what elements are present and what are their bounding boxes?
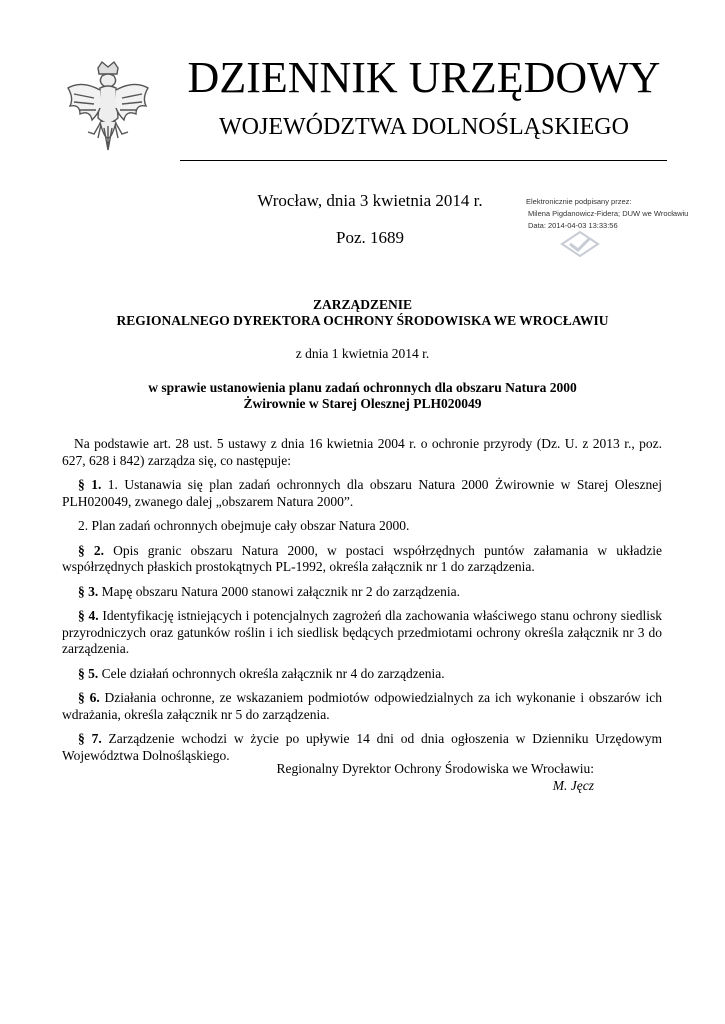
section-3-text: Mapę obszaru Natura 2000 stanowi załącznik nr 2 do zarządzenia. bbox=[98, 583, 460, 599]
section-2-paragraph bbox=[62, 543, 662, 576]
signer-title: Regionalny Dyrektor Ochrony Środowiska we Wrocławiu: bbox=[276, 761, 594, 776]
signer-name: M. Jęcz bbox=[552, 777, 594, 793]
document-type: ZARZĄDZENIE bbox=[312, 297, 413, 312]
document-subject bbox=[0, 380, 725, 412]
document-date: z dnia 1 kwietnia 2014 r. bbox=[295, 346, 430, 361]
eagle-emblem-icon bbox=[60, 58, 156, 174]
subject-line-2: Żwirownie w Starej Olesznej PLH020049 bbox=[243, 396, 482, 411]
title-divider bbox=[180, 160, 667, 161]
section-6-paragraph bbox=[62, 690, 662, 723]
section-3-label: § 3. bbox=[78, 583, 99, 599]
subject-line-1: w sprawie ustanowienia planu zadań ochronnych dla obszaru Natura 2000 bbox=[148, 380, 577, 395]
section-4-label: § 4. bbox=[78, 608, 99, 623]
section-5-text: Cele działań ochronnych określa załącznik nr 4 do zarządzenia. bbox=[98, 665, 445, 681]
section-6-text: Działania ochronne, ze wskazaniem podmiotów odpowiedzialnych za ich wykonanie i obszarów ich wdrażania, określa załącznik nr 5 do zarządzenia. bbox=[62, 690, 663, 722]
section-7-text: Zarządzenie wchodzi w życie po upływie 14 dni od dnia ogłoszenia w Dzienniku Urzędowym Województwa Dolnośląskiego. bbox=[62, 731, 662, 763]
document-issuer: REGIONALNEGO DYREKTORA OCHRONY ŚRODOWISKA WE WROCŁAWIU bbox=[116, 313, 609, 328]
journal-title: DZIENNIK URZĘDOWY bbox=[187, 53, 661, 102]
section-1-text: 1. Ustanawia się plan zadań ochronnych dla obszaru Natura 2000 Żwirownie w Starej Olesznej PLH020049, zwanego dalej „obszarem Natura 2000”. bbox=[62, 477, 662, 509]
signature-checkmark-icon bbox=[560, 230, 600, 258]
section-2-label: § 2. bbox=[78, 542, 104, 558]
signature-line-3: Data: 2014-04-03 13:33:56 bbox=[528, 221, 618, 230]
section-1-label: § 1. bbox=[78, 477, 102, 492]
section-6-label: § 6. bbox=[78, 690, 100, 705]
signature-line-2: Milena Pigdanowicz-Fidera; DUW we Wrocławiu bbox=[528, 209, 689, 218]
section-4-text: Identyfikację istniejących i potencjalnych zagrożeń dla zachowania właściwego stanu ochrony siedlisk przyrodniczych oraz gatunków roślin i ich siedlisk będących przedmiotami ochrony określa załącznik nr 3 do zarządzenia. bbox=[62, 608, 662, 656]
intro-paragraph: Na podstawie art. 28 ust. 5 ustawy z dnia 16 kwietnia 2004 r. o ochronie przyrody (Dz. U. z 2013 r., poz. 627, 628 i 842) zarządza się, co następuje: bbox=[62, 436, 662, 468]
section-7-paragraph bbox=[62, 731, 662, 764]
section-5-paragraph bbox=[62, 666, 662, 683]
document-body bbox=[62, 436, 662, 772]
journal-subtitle: WOJEWÓDZTWA DOLNOŚLĄSKIEGO bbox=[219, 114, 629, 140]
signature-line-1: Elektronicznie podpisany przez: bbox=[526, 197, 632, 206]
publication-dateline: Wrocław, dnia 3 kwietnia 2014 r. bbox=[257, 191, 483, 210]
section-5-label: § 5. bbox=[78, 665, 99, 681]
section-4-paragraph bbox=[62, 608, 662, 658]
section-1-paragraph bbox=[62, 477, 662, 510]
section-2-text: Opis granic obszaru Natura 2000, w postaci współrzędnych puntów załamania w układzie współrzędnych płaskich prostokątnych PL-1992, określa załącznik nr 1 do zarządzenia. bbox=[62, 542, 662, 574]
section-3-paragraph bbox=[62, 584, 662, 601]
section-1-point-2: 2. Plan zadań ochronnych obejmuje cały obszar Natura 2000. bbox=[78, 518, 410, 533]
section-7-label: § 7. bbox=[78, 731, 102, 746]
electronic-signature-box bbox=[526, 196, 716, 232]
position-number: Poz. 1689 bbox=[336, 228, 404, 247]
signer-block bbox=[240, 761, 594, 794]
